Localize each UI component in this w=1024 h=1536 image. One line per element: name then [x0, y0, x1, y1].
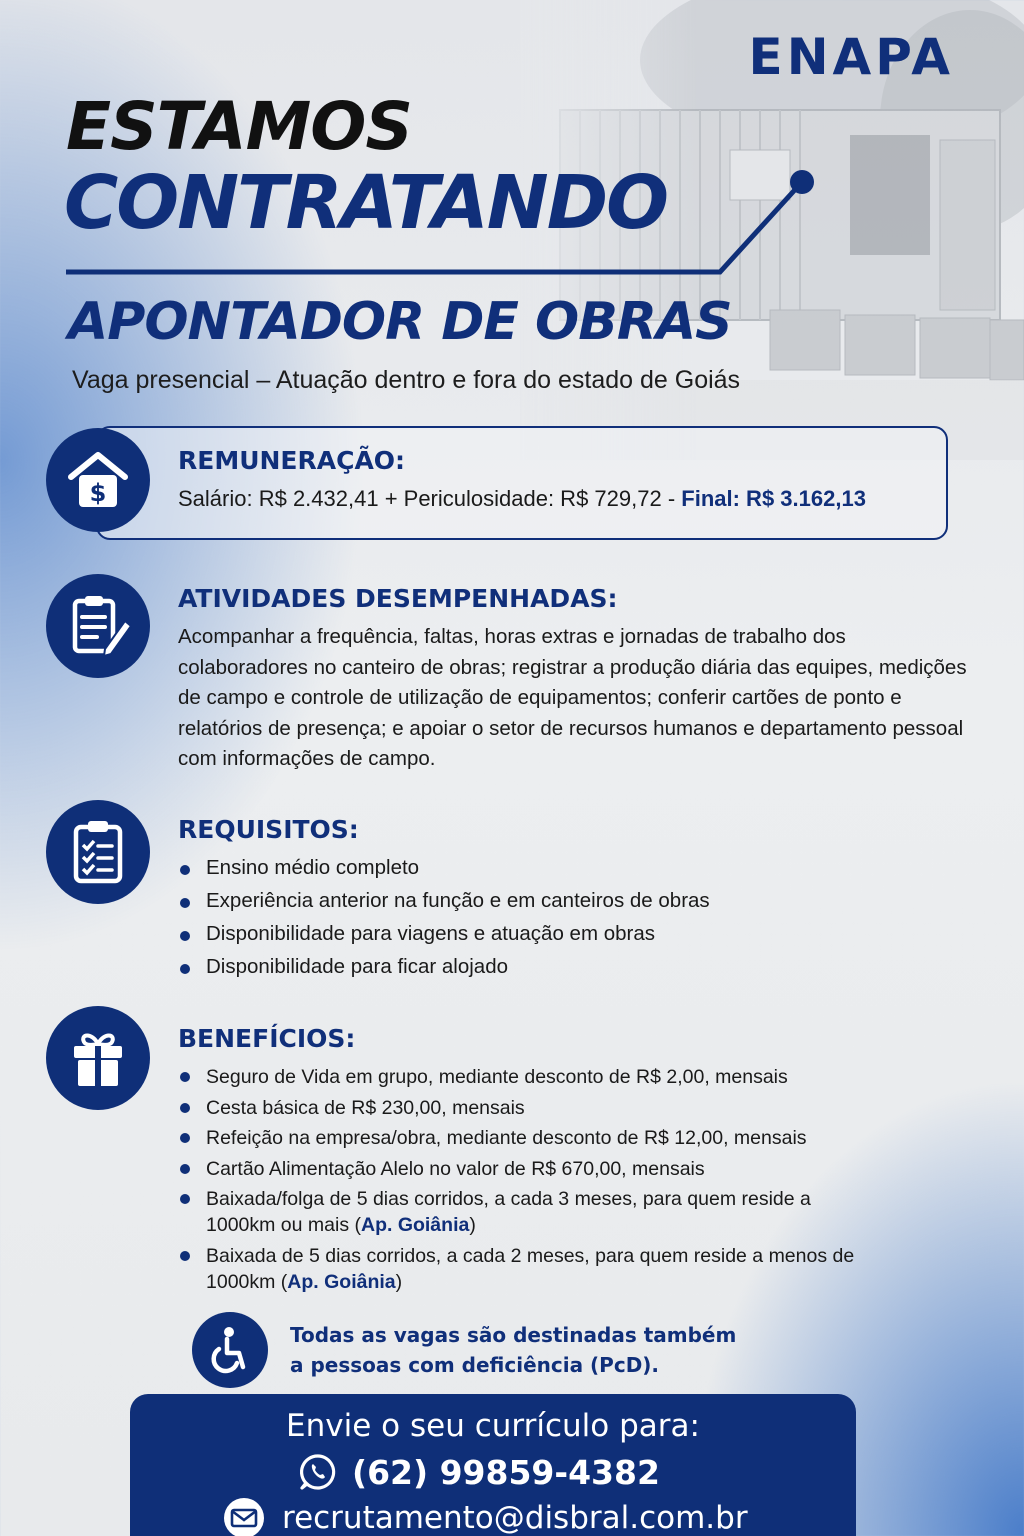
- job-subtitle: Vaga presencial – Atuação dentro e fora do estado de Goiás: [72, 366, 741, 394]
- requisitos-list: [178, 856, 710, 988]
- gift-icon: [46, 1006, 150, 1110]
- list-item: Refeição na empresa/obra, mediante desconto de R$ 12,00, mensais: [178, 1125, 858, 1151]
- list-item: Disponibilidade para viagens e atuação em obras: [178, 922, 710, 955]
- requisitos-title: REQUISITOS:: [178, 815, 359, 844]
- headline-underline-arrow: [66, 166, 826, 286]
- atividades-title: ATIVIDADES DESEMPENHADAS:: [178, 584, 618, 613]
- money-house-icon: [46, 428, 150, 532]
- enapa-logo: ENAPA: [748, 28, 954, 86]
- list-item: Disponibilidade para ficar alojado: [178, 955, 710, 988]
- contact-panel: [130, 1394, 856, 1536]
- whatsapp-icon: [298, 1452, 338, 1492]
- remuneracao-box: [96, 426, 948, 540]
- contact-title: Envie o seu currículo para:: [286, 1408, 700, 1444]
- checklist-icon: [46, 800, 150, 904]
- clipboard-pen-icon: [46, 574, 150, 678]
- list-item: Ensino médio completo: [178, 856, 710, 889]
- contact-phone[interactable]: (62) 99859-4382: [298, 1452, 660, 1492]
- remuneracao-title: REMUNERAÇÃO:: [178, 446, 406, 475]
- remuneracao-text: [178, 486, 866, 512]
- beneficios-title: BENEFÍCIOS:: [178, 1024, 356, 1053]
- headline-estamos: ESTAMOS: [66, 88, 412, 165]
- beneficios-list: [178, 1064, 858, 1299]
- salary-text: Salário: R$ 2.432,41 + Periculosidade: R$ 729,72 -: [178, 486, 676, 511]
- svg-text:$: $: [89, 479, 107, 507]
- list-item: Baixada/folga de 5 dias corridos, a cada 3 meses, para quem reside a 1000km ou mais (Ap. Goiânia): [178, 1186, 858, 1238]
- list-item: Seguro de Vida em grupo, mediante desconto de R$ 2,00, mensais: [178, 1064, 858, 1090]
- list-item: Baixada de 5 dias corridos, a cada 2 meses, para quem reside a menos de 1000km (Ap. Goiânia): [178, 1243, 858, 1295]
- pcd-notice: Todas as vagas são destinadas também a pessoas com deficiência (PcD).: [290, 1323, 737, 1377]
- job-role-title: APONTADOR DE OBRAS: [68, 292, 732, 352]
- list-item: Experiência anterior na função e em canteiros de obras: [178, 889, 710, 922]
- headline-contratando: CONTRATANDO: [64, 160, 668, 246]
- final-salary: Final: R$ 3.162,13: [681, 486, 866, 511]
- list-item: Cartão Alimentação Alelo no valor de R$ 670,00, mensais: [178, 1156, 858, 1182]
- contact-email[interactable]: recrutamento@disbral.com.br: [222, 1496, 748, 1536]
- atividades-text: Acompanhar a frequência, faltas, horas extras e jornadas de trabalho dos colaboradores no canteiro de obras; registrar a produção diária das equipes, medições de campo e controle de utilização de equipamentos; conferir cartões de ponto e relatórios de presença; e apoiar o setor de recursos humanos e departamento pessoal com informações de campo.: [178, 625, 967, 770]
- list-item: Cesta básica de R$ 230,00, mensais: [178, 1095, 858, 1121]
- envelope-icon: [222, 1496, 266, 1536]
- wheelchair-icon: [192, 1312, 268, 1388]
